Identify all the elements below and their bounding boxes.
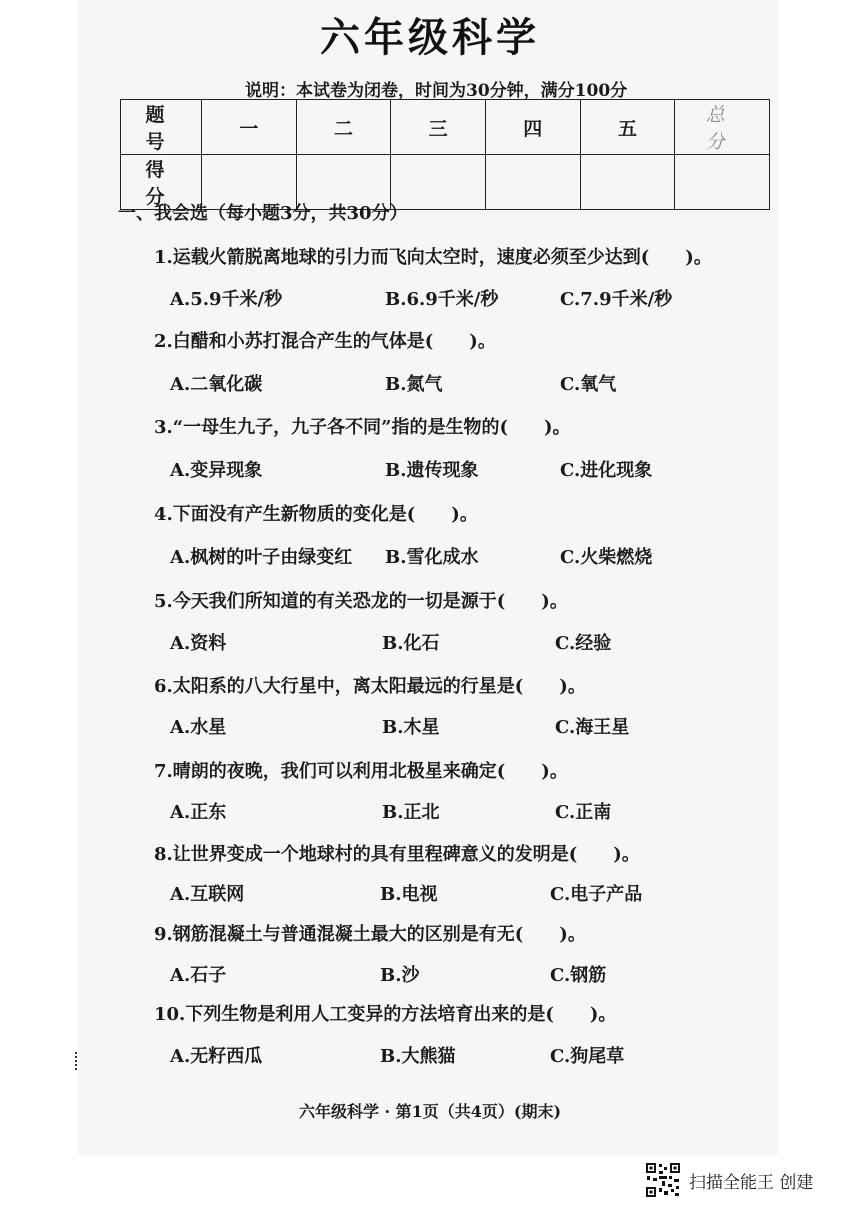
question-8-option-c: C.电子产品 — [550, 884, 643, 905]
question-7-option-a: A.正东 — [170, 802, 227, 823]
question-2-option-a: A.二氧化碳 — [170, 374, 263, 395]
question-6-option-a: A.水星 — [170, 717, 227, 738]
column-2: 二 — [296, 100, 391, 155]
column-4: 四 — [485, 100, 580, 155]
question-5-option-b: B.化石 — [382, 633, 440, 654]
question-10-option-c: C.狗尾草 — [550, 1046, 625, 1067]
question-6-option-c: C.海王星 — [555, 717, 630, 738]
question-4: 4.下面没有产生新物质的变化是( )。 — [154, 504, 478, 525]
column-3: 三 — [391, 100, 486, 155]
score-label: 得 分 — [121, 155, 202, 210]
question-5: 5.今天我们所知道的有关恐龙的一切是源于( )。 — [154, 591, 568, 612]
question-4-option-a: A.枫树的叶子由绿变红 — [170, 547, 353, 568]
margin-marks — [75, 1052, 80, 1070]
question-6: 6.太阳系的八大行星中，离太阳最远的行星是( )。 — [154, 676, 586, 697]
question-7-option-b: B.正北 — [382, 802, 440, 823]
score-table-header-row — [121, 100, 770, 155]
question-10-option-b: B.大熊猫 — [380, 1046, 456, 1067]
score-cell — [580, 155, 675, 210]
question-9: 9.钢筋混凝土与普通混凝土最大的区别是有无( )。 — [154, 924, 586, 945]
score-cell — [675, 155, 770, 210]
question-9-option-c: C.钢筋 — [550, 965, 607, 986]
section-heading: 一、我会选（每小题3分，共30分） — [118, 203, 408, 224]
question-2: 2.白醋和小苏打混合产生的气体是( )。 — [154, 331, 496, 352]
question-1-option-a: A.5.9千米/秒 — [170, 289, 283, 310]
score-cell — [485, 155, 580, 210]
question-8-option-b: B.电视 — [380, 884, 438, 905]
question-2-option-b: B.氮气 — [385, 374, 443, 395]
question-1: 1.运载火箭脱离地球的引力而飞向太空时，速度必须至少达到( )。 — [154, 247, 712, 268]
scanner-label: 扫描全能王 创建 — [689, 1172, 814, 1193]
question-10: 10.下列生物是利用人工变异的方法培育出来的是( )。 — [154, 1004, 617, 1025]
page-footer: 六年级科学 · 第1页（共4页）(期末) — [298, 1102, 562, 1121]
question-5-option-a: A.资料 — [170, 633, 227, 654]
qr-code-icon — [645, 1162, 681, 1198]
column-5: 五 — [580, 100, 675, 155]
question-8: 8.让世界变成一个地球村的具有里程碑意义的发明是( )。 — [154, 844, 640, 865]
page-title: 六年级科学 — [320, 14, 540, 61]
question-1-option-b: B.6.9千米/秒 — [385, 289, 499, 310]
question-2-option-c: C.氧气 — [560, 374, 617, 395]
score-table — [120, 99, 770, 210]
question-number-label: 题 号 — [121, 100, 202, 155]
question-9-option-a: A.石子 — [170, 965, 227, 986]
question-5-option-c: C.经验 — [555, 633, 612, 654]
question-4-option-b: B.雪化成水 — [385, 547, 479, 568]
question-7: 7.晴朗的夜晚，我们可以利用北极星来确定( )。 — [154, 761, 568, 782]
column-1: 一 — [202, 100, 297, 155]
column-total: 总 分 — [675, 100, 770, 155]
question-3-option-b: B.遗传现象 — [385, 460, 479, 481]
question-3-option-c: C.进化现象 — [560, 460, 653, 481]
question-3: 3.“一母生九子，九子各不同”指的是生物的( )。 — [154, 417, 571, 438]
question-3-option-a: A.变异现象 — [170, 460, 263, 481]
question-10-option-a: A.无籽西瓜 — [170, 1046, 263, 1067]
question-9-option-b: B.沙 — [380, 965, 420, 986]
question-7-option-c: C.正南 — [555, 802, 612, 823]
scanner-watermark — [645, 1162, 813, 1198]
question-4-option-c: C.火柴燃烧 — [560, 547, 653, 568]
exam-instructions: 说明：本试卷为闭卷，时间为30分钟，满分100分 — [245, 81, 628, 101]
question-6-option-b: B.木星 — [382, 717, 440, 738]
question-8-option-a: A.互联网 — [170, 884, 245, 905]
question-1-option-c: C.7.9千米/秒 — [560, 289, 673, 310]
